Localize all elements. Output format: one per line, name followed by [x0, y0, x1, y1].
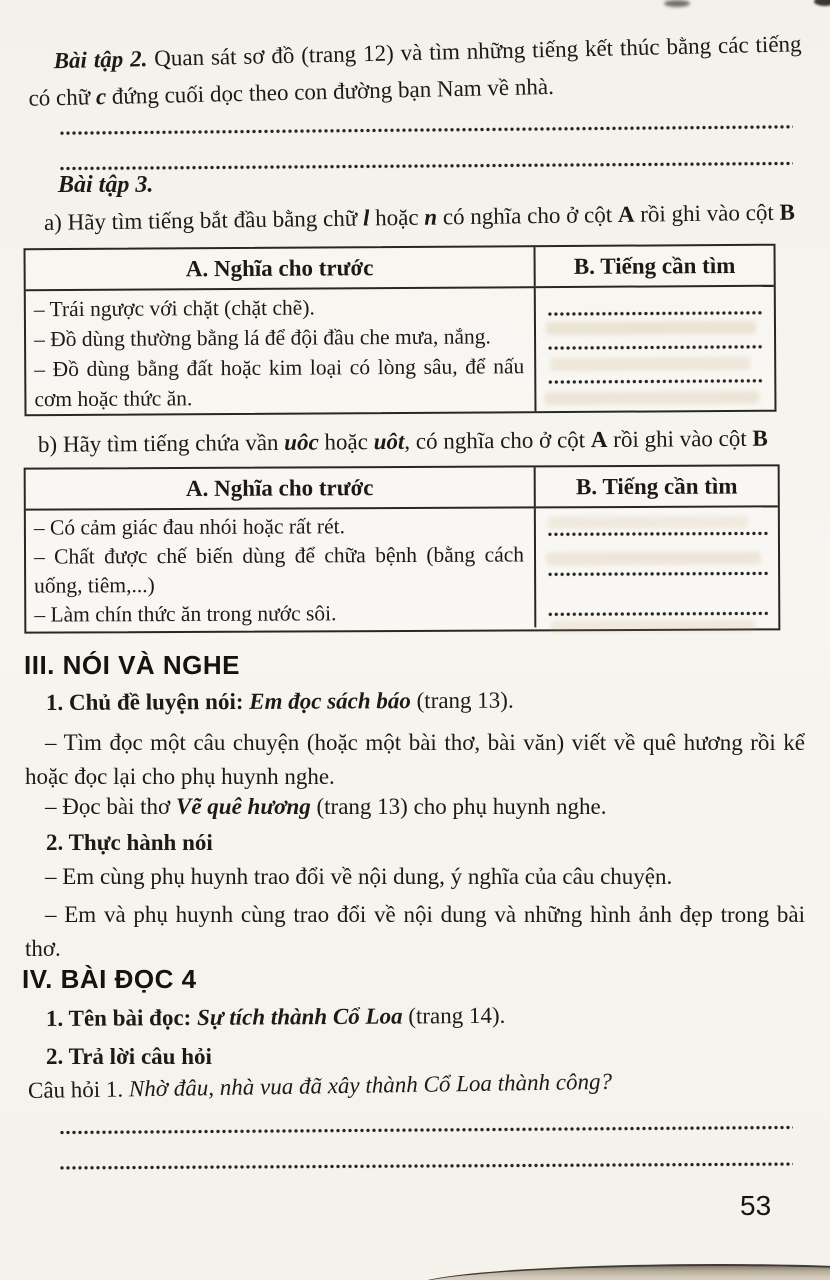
item-text: – Em và phụ huynh cùng trao đổi về nội dung và những hình ảnh đẹp trong bài thơ. — [25, 902, 805, 961]
table-row: – Làm chín thức ăn trong nước sôi. — [34, 601, 337, 627]
topic-suffix: (trang 13). — [410, 687, 514, 714]
section4-item-reading-title — [46, 1003, 506, 1032]
exercise3-heading — [58, 172, 153, 199]
task-a-text: hoặc — [369, 204, 425, 231]
table-a — [23, 244, 776, 417]
task-a-letter-l: l — [362, 205, 370, 231]
exercise2-paragraph — [27, 25, 802, 117]
table-row: – Có cảm giác đau nhói hoặc rất rét. — [33, 514, 345, 540]
answer-line — [548, 531, 768, 536]
exercise3-label: Bài tập 3. — [58, 172, 154, 198]
table-b-definitions-cell — [26, 508, 535, 629]
task-b-col-b: B — [752, 425, 768, 451]
answer-line — [60, 1162, 793, 1170]
table-a-header-row — [26, 246, 774, 292]
topic-label: 1. Chủ đề luyện nói: — [45, 688, 250, 715]
answer-line — [548, 611, 768, 616]
table-a-definitions-cell — [26, 288, 535, 414]
section3-item-practice: 2. Thực hành nói — [46, 830, 213, 855]
table-b-header-row — [26, 466, 778, 510]
task-b-rime-uoc: uôc — [284, 429, 319, 455]
reading-title: Sự tích thành Cổ Loa — [196, 1003, 403, 1030]
table-a-header-col-a: A. Nghĩa cho trước — [185, 255, 374, 282]
item-text: – Tìm đọc một câu chuyện (hoặc một bài thơ, bài văn) viết về quê hương rồi kể hoặc đọc lại cho phụ huynh nghe. — [25, 730, 805, 789]
table-row: – Đồ dùng thường bằng lá để đội đầu che mưa, nắng. — [33, 324, 491, 352]
answer-line — [548, 379, 764, 384]
section3-item-topic — [46, 688, 514, 716]
section3-item-read-poem — [25, 794, 607, 820]
answer-line — [548, 345, 764, 350]
task-b-col-a: A — [590, 427, 608, 453]
reading-label: 1. Tên bài đọc: — [45, 1004, 198, 1031]
task-a-col-b: B — [779, 199, 796, 225]
poem-title: Vẽ quê hương — [175, 794, 311, 819]
page-number: 53 — [740, 1190, 772, 1221]
task-b-instruction — [38, 426, 768, 458]
task-a-col-a: A — [617, 201, 635, 227]
item-text: (trang 13) cho phụ huynh nghe. — [310, 794, 607, 819]
section4-heading: IV. BÀI ĐỌC 4 — [22, 964, 197, 994]
question-text: Nhờ đâu, nhà vua đã xây thành Cổ Loa thành công? — [128, 1068, 613, 1102]
answer-line — [548, 571, 768, 576]
exercise2-text: Quan sát sơ đồ (trang 12) và tìm những tiếng kết thúc bằng các tiếng có chữ — [28, 31, 802, 111]
table-b-header-col-a: A. Nghĩa cho trước — [185, 475, 374, 501]
section3-item-discuss-poem — [25, 898, 805, 966]
exercise2-text-end: đứng cuối dọc theo con đường bạn Nam về nhà. — [105, 73, 555, 110]
section4-question1 — [28, 1069, 612, 1104]
topic-title: Em đọc sách báo — [249, 688, 411, 714]
task-b-rime-uot: uôt — [373, 428, 405, 455]
task-b-text: hoặc — [318, 429, 374, 455]
table-a-header-col-b: B. Tiếng cần tìm — [533, 246, 773, 286]
table-b — [24, 464, 781, 633]
table-a-answers-cell — [534, 287, 775, 411]
table-row: – Trái ngược với chặt (chặt chẽ). — [33, 295, 315, 322]
task-a-letter-n: n — [424, 204, 438, 230]
task-a-text: a) Hãy tìm tiếng bắt đầu bằng chữ — [43, 205, 364, 235]
table-row: – Đồ dùng bằng đất hoặc kim loại có lòng sâu, để nấu cơm hoặc thức ăn. — [34, 354, 525, 412]
table-b-answers-cell — [534, 507, 779, 627]
answer-line — [60, 125, 793, 135]
answer-line — [60, 161, 793, 170]
task-a-text: rồi ghi vào cột — [634, 199, 780, 227]
task-b-text: rồi ghi vào cột — [607, 425, 753, 453]
exercise2-label: Bài tập 2. — [53, 46, 148, 74]
section3-item-discuss-story — [25, 864, 672, 890]
item-text: – Đọc bài thơ — [45, 794, 176, 819]
scan-smudge — [664, 0, 690, 7]
item-text: – Em cùng phụ huynh trao đổi về nội dung, ý nghĩa của câu chuyện. — [45, 864, 673, 889]
task-a-text: có nghĩa cho ở cột — [436, 201, 619, 230]
table-b-header-col-b: B. Tiếng cần tìm — [534, 466, 778, 506]
task-b-text: , có nghĩa cho ở cột — [404, 427, 591, 454]
section3-heading: III. NÓI VÀ NGHE — [24, 650, 241, 680]
table-row: – Chất được chế biến dùng để chữa bệnh (bằng cách uống, tiêm,...) — [33, 542, 525, 598]
section4-item-answer-questions: 2. Trả lời câu hỏi — [46, 1044, 212, 1069]
section3-item-find-story — [25, 726, 805, 794]
answer-line — [60, 1125, 793, 1134]
task-b-text: b) Hãy tìm tiếng chứa vần — [37, 429, 285, 457]
page-curl-shadow — [412, 1264, 830, 1280]
reading-suffix: (trang 14). — [402, 1002, 506, 1029]
task-a-instruction — [44, 200, 795, 236]
exercise2-letter-c: c — [95, 84, 107, 110]
scan-smudge — [814, 0, 830, 6]
question-label: Câu hỏi 1. — [27, 1076, 130, 1103]
answer-line — [548, 311, 764, 316]
